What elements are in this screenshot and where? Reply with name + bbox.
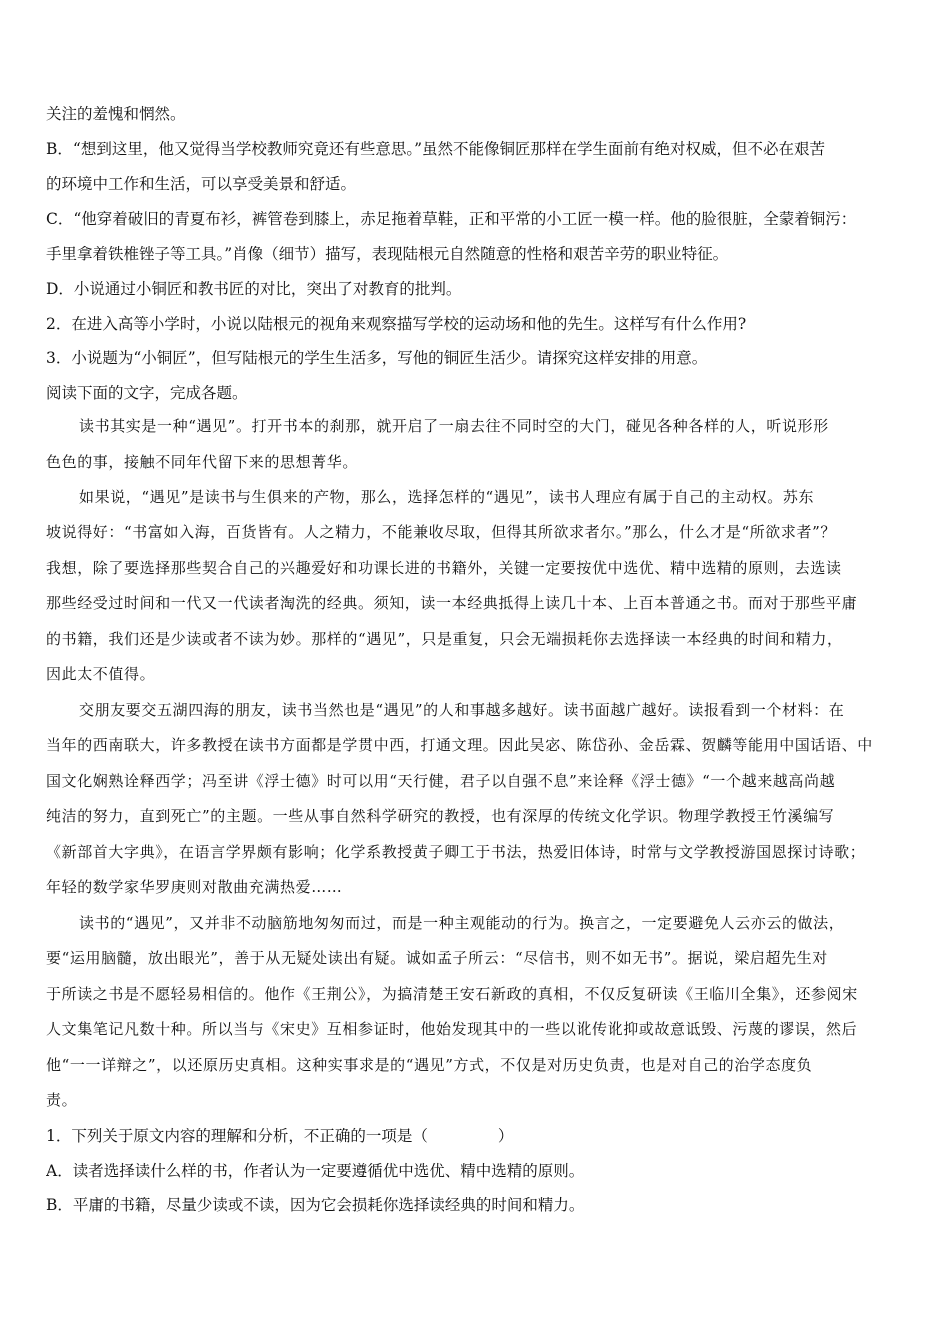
passage-p4-line-5: 他“一一详辩之”，以还原历史真相。这种实事求是的“遇见”方式，不仅是对历史负责，也是对自己的治学态度负 [46, 1056, 813, 1074]
passage-p2-line-5: 的书籍，我们还是少读或者不读为妙。那样的“遇见”，只是重复，只会无端损耗你去选择读一本经典的时间和精力， [46, 630, 843, 648]
passage-p4-line-2: 要“运用脑髓，放出眼光”，善于从无疑处读出有疑。诚如孟子所云：“尽信书，则不如无书”。据说，梁启超先生对 [46, 949, 828, 967]
question-3: 3．小说题为“小铜匠”，但写陆根元的学生生活多，写他的铜匠生活少。请探究这样安排的用意。 [46, 349, 708, 367]
passage-p2-line-3: 我想，除了要选择那些契合自己的兴趣爱好和功课长进的书籍外，关键一定要按优中选优、精中选精的原则，去选读 [46, 559, 842, 577]
passage-p3-line-4: 纯洁的努力，直到死亡”的主题。一些从事自然科学研究的教授，也有深厚的传统文化学识。物理学教授王竹溪编写 [46, 807, 835, 825]
option-c-line-1: C．“他穿着破旧的青夏布衫，裤管卷到膝上，赤足拖着草鞋，正和平常的小工匠一模一样。他的脸很脏，全蒙着铜污： [46, 210, 857, 228]
passage-p3-line-2: 当年的西南联大，许多教授在读书方面都是学贯中西，打通文理。因此吴宓、陈岱孙、金岳霖、贺麟等能用中国话语、中 [46, 736, 873, 754]
reading-instruction: 阅读下面的文字，完成各题。 [46, 384, 248, 402]
passage-p3-line-1: 交朋友要交五湖四海的朋友，读书当然也是“遇见”的人和事越多越好。读书面越广越好。读报看到一个材料：在 [79, 701, 845, 719]
passage-p3-line-3: 国文化娴熟诠释西学；冯至讲《浮士德》时可以用“天行健，君子以自强不息”来诠释《浮士德》“一个越来越高尚越 [46, 772, 836, 790]
question-2: 2．在进入高等小学时，小说以陆根元的视角来观察描写学校的运动场和他的先生。这样写有什么作用? [46, 315, 747, 333]
passage-p2-line-2: 坡说得好：“书富如入海，百货皆有。人之精力，不能兼收尽取，但得其所欲求者尔。”那么，什么才是“所欲求者”？ [46, 523, 836, 541]
passage-p4-line-6: 责。 [46, 1091, 78, 1109]
passage-p4-line-3: 于所读之书是不愿轻易相信的。他作《王荆公》，为搞清楚王安石新政的真相，不仅反复研读《王临川全集》，还参阅宋 [46, 985, 858, 1003]
option-b-line-2: 的环境中工作和生活，可以享受美景和舒适。 [46, 175, 357, 193]
previous-option-continuation: 关注的羞愧和惘然。 [46, 105, 186, 123]
passage-p2-line-1: 如果说，“遇见”是读书与生俱来的产物，那么，选择怎样的“遇见”，读书人理应有属于自己的主动权。苏东 [79, 488, 815, 506]
passage-p4-line-1: 读书的“遇见”，又并非不动脑筋地匆匆而过，而是一种主观能动的行为。换言之，一定要避免人云亦云的做法， [79, 914, 845, 932]
option-d: D．小说通过小铜匠和教书匠的对比，突出了对教育的批判。 [46, 280, 462, 298]
option-b-line-1: B．“想到这里，他又觉得当学校教师究竟还有些意思。”虽然不能像铜匠那样在学生面前有绝对权威，但不必在艰苦 [46, 140, 825, 158]
question-1-close: ） [497, 1127, 514, 1145]
passage-p3-line-6: 年轻的数学家华罗庚则对散曲充满热爱…… [46, 878, 343, 896]
question-1-stem: 1．下列关于原文内容的理解和分析，不正确的一项是（ [46, 1127, 428, 1145]
passage-p2-line-6: 因此太不值得。 [46, 665, 156, 683]
question-1-option-b: B．平庸的书籍，尽量少读或不读，因为它会损耗你选择读经典的时间和精力。 [46, 1196, 585, 1214]
passage-p3-line-5: 《新部首大字典》，在语言学界颇有影响；化学系教授黄子卿工于书法，热爱旧体诗，时常与文学教授游国恩探讨诗歌； [46, 843, 866, 861]
passage-p2-line-4: 那些经受过时间和一代又一代读者淘洗的经典。须知，读一本经典抵得上读几十本、上百本普通之书。而对于那些平庸 [46, 594, 858, 612]
passage-p4-line-4: 人文集笔记凡数十种。所以当与《宋史》互相参证时，他始发现其中的一些以讹传讹抑或故意诋毁、污蔑的谬误，然后 [46, 1020, 858, 1038]
question-1-option-a: A．读者选择读什么样的书，作者认为一定要遵循优中选优、精中选精的原则。 [46, 1162, 585, 1180]
passage-p1-line-1: 读书其实是一种“遇见”。打开书本的刹那，就开启了一扇去往不同时空的大门，碰见各种各样的人，听说形形 [79, 417, 829, 435]
option-c-line-2: 手里拿着铁椎锉子等工具。”肖像（细节）描写，表现陆根元自然随意的性格和艰苦辛劳的职业特征。 [46, 245, 729, 263]
passage-p1-line-2: 色色的事，接触不同年代留下来的思想菁华。 [46, 453, 359, 471]
question-1 [46, 1124, 908, 1146]
